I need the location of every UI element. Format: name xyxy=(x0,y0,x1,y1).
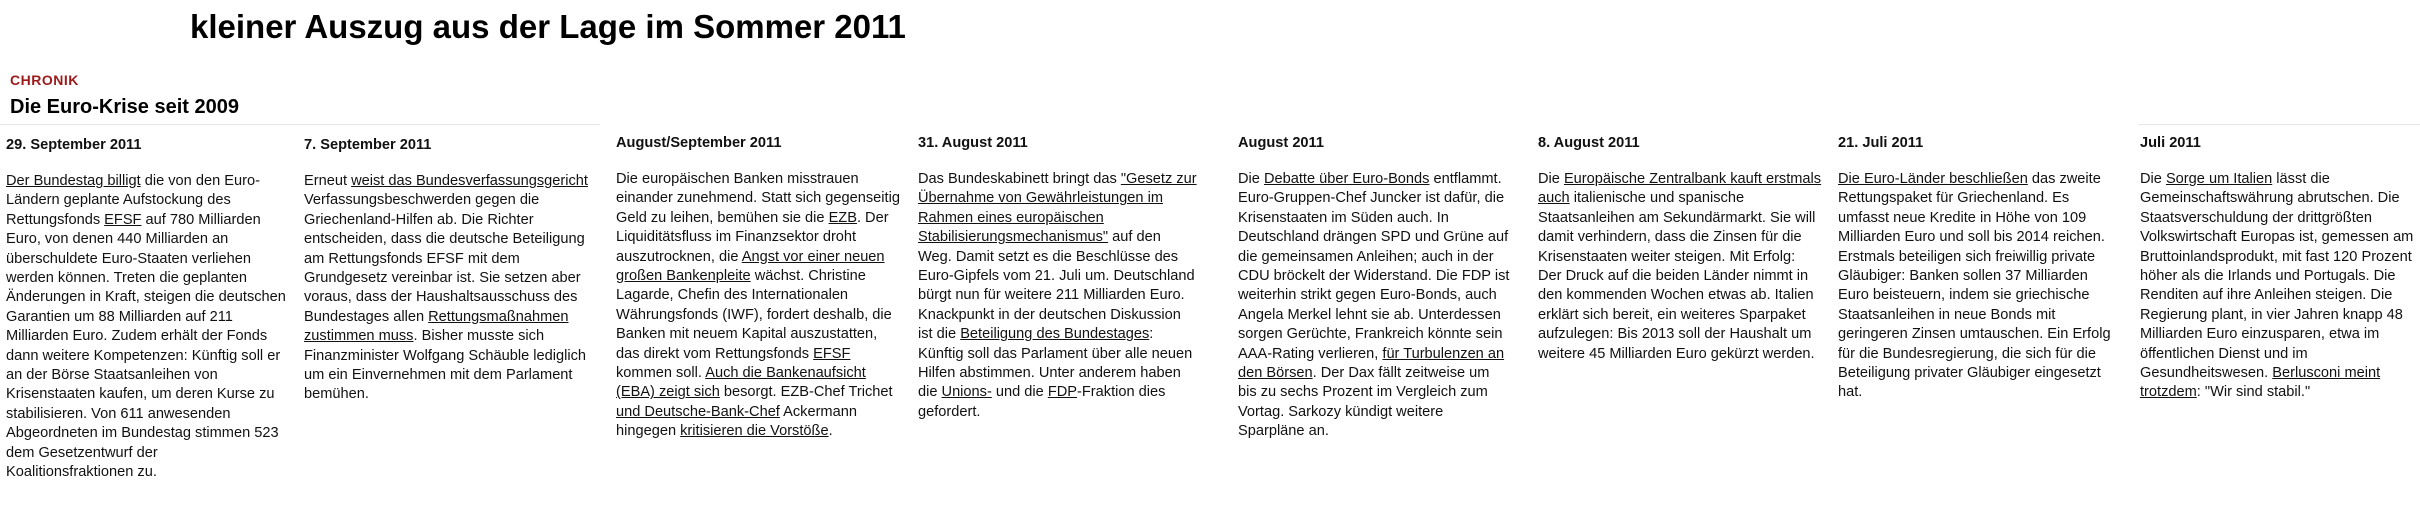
article-link[interactable]: Debatte über Euro-Bonds xyxy=(1263,171,1430,187)
entry-text xyxy=(1238,170,1512,442)
entry-text-segment: . xyxy=(828,423,833,440)
entry-text-segment: Erneut xyxy=(304,173,352,189)
entry-date: Juli 2011 xyxy=(2140,135,2201,151)
entry-paragraph xyxy=(6,172,288,483)
entry-text-segment: . Der Dax fällt zeitweise um bis zu sechs Prozent im Vergleich zum Vortag. Sarkozy kündigt weitere Sparpläne an. xyxy=(1238,365,1490,440)
entry-text-segment: die von den Euro-Ländern geplante Aufstockung des Rettungsfonds xyxy=(6,173,260,228)
chronicle-entry-6 xyxy=(1838,134,2114,403)
entry-text-segment: italienische und spanische Staatsanleihen am Sekundärmarkt. Sie will damit verhindern, dass die Zinsen für die Krisenstaaten weiter steigen. Mit Erfolg: Der Druck auf die beiden Länder nimmt in den kommenden Wochen etwas ab. Italien erklärt sich bereit, ein weiteres Sparpaket aufzulegen: Bis 2013 soll der Haushalt um weitere 45 Milliarden Euro gekürzt werden. xyxy=(1538,190,1816,362)
article-link[interactable]: für Turbulenzen an den Börsen xyxy=(1238,345,1505,382)
section-kicker: CHRONIK xyxy=(10,72,79,88)
article-link[interactable]: weist das Bundesverfassungsgericht xyxy=(351,173,588,189)
entry-text xyxy=(2140,170,2418,403)
article-link[interactable]: EZB xyxy=(828,209,857,226)
entry-text-segment: besorgt. EZB-Chef Trichet xyxy=(719,384,893,401)
divider-line xyxy=(2138,124,2420,125)
entry-text-segment: das zweite Rettungspaket für Griechenland. Es umfasst neue Kredite in Höhe von 109 Milliarden Euro und soll bis 2014 reichen. Erstmals beteiligen sich freiwillig private Gläubiger: Banken sollen 37 Milliarden Euro beisteuern, indem sie griechische Staatsanleihen in neue Bonds mit geringeren Zinsen umtauschen. Ein Erfolg für die Bundesregierung, die sich für die Beteiligung privater Gläubiger eingesetzt hat. xyxy=(1838,171,2111,401)
entry-date: 8. August 2011 xyxy=(1538,135,1640,151)
divider-line xyxy=(0,124,600,125)
article-link[interactable]: und Deutsche-Bank-Chef xyxy=(616,403,780,420)
article-link[interactable]: Der Bundestag billigt xyxy=(6,173,141,189)
entry-paragraph xyxy=(304,172,588,405)
entry-text xyxy=(304,172,588,405)
entry-text-segment: auf 780 Milliarden Euro, von denen 440 Milliarden an überschuldete Euro-Staaten verliehen werden können. Treten die geplanten Änderungen in Kraft, steigen die deutschen Garantien um 88 Milliarden auf 211 Milliarden Euro. Zudem erhält der Fonds dann weitere Kompetenzen: Künftig soll er an der Börse Staatsanleihen von Krisenstaaten kaufen, um deren Kurse zu stabilisieren. Von 611 anwesenden Abgeordneten im Bundestag stimmen 523 dem Gesetzentwurf der Koalitionsfraktionen zu. xyxy=(6,211,286,481)
article-link[interactable]: Die Euro-Länder beschließen xyxy=(1838,171,2028,187)
entry-text-segment: Ackermann hingegen xyxy=(616,403,857,440)
entry-text-segment: -Fraktion dies gefordert. xyxy=(918,384,1166,420)
entry-paragraph xyxy=(918,170,1198,422)
chronicle-entry-7 xyxy=(2140,134,2418,403)
entry-text-segment: Das Bundeskabinett bringt das xyxy=(918,171,1121,187)
article-link[interactable]: EFSF xyxy=(104,211,142,228)
chronicle-entry-5 xyxy=(1538,134,1822,364)
entry-text-segment: und die xyxy=(991,384,1048,401)
chronicle-entry-1 xyxy=(304,136,588,405)
entry-text-segment: Verfassungsbeschwerden gegen die Griechenland-Hilfen ab. Die Richter entscheiden, dass die deutsche Beteiligung am Rettungsfonds EFSF mit dem Grundgesetz vereinbar ist. Sie setzen aber voraus, dass der Haushaltsausschuss des Bundestages allen xyxy=(304,192,585,325)
article-link[interactable]: Angst vor einer neuen großen Bankenpleite xyxy=(616,248,885,285)
section-title: Die Euro-Krise seit 2009 xyxy=(10,96,239,118)
entry-paragraph xyxy=(2140,170,2418,403)
entry-paragraph xyxy=(616,170,902,442)
entry-text-segment: : "Wir sind stabil." xyxy=(2196,384,2311,401)
entry-text xyxy=(616,170,902,442)
article-link[interactable]: Beteiligung des Bundestages xyxy=(960,326,1150,343)
entry-text-segment: . Bisher musste sich Finanzminister Wolfgang Schäuble lediglich um ein Einvernehmen mit dem Parlament bemühen. xyxy=(304,328,587,403)
page-title: kleiner Auszug aus der Lage im Sommer 2011 xyxy=(190,8,906,45)
entry-text-segment: : Künftig soll das Parlament über alle neuen Hilfen abstimmen. Unter anderem haben die xyxy=(918,326,1193,401)
chronicle-entry-2 xyxy=(616,134,902,442)
article-link[interactable]: Unions- xyxy=(941,384,992,401)
chronicle-entry-4 xyxy=(1238,134,1512,442)
chronicle-entry-0 xyxy=(6,136,288,483)
entry-text-segment: Die xyxy=(1238,171,1264,187)
article-link[interactable]: "Gesetz zur Übernahme von Gewährleistungen im Rahmen eines europäischen Stabilisierungsmechanismus" xyxy=(918,171,1197,246)
article-link[interactable]: Berlusconi meint trotzdem xyxy=(2140,365,2381,401)
entry-paragraph xyxy=(1238,170,1512,442)
entry-date: 7. September 2011 xyxy=(304,137,432,153)
article-link[interactable]: FDP xyxy=(1047,384,1078,401)
entry-text-segment: wächst. Christine Lagarde, Chefin des Internationalen Währungsfonds (IWF), fordert deshalb, die Banken mit neuem Kapital auszustatten, das direkt vom Rettungsfonds xyxy=(616,268,892,362)
entry-text-segment: auf den Weg. Damit setzt es die Beschlüsse des Euro-Gipfels vom 21. Juli um. Deutschland bürgt nun für weitere 211 Milliarden Euro. Knackpunkt in der deutschen Diskussion ist die xyxy=(918,229,1195,343)
entry-text-segment: . Der Liquiditätsfluss im Finanzsektor droht auszutrocknen, die xyxy=(616,209,889,265)
entry-date: 21. Juli 2011 xyxy=(1838,135,1924,151)
entry-text-segment: entflammt. Euro-Gruppen-Chef Juncker ist dafür, die Krisenstaaten im Süden auch. In Deutschland drängen SPD und Grüne auf die gemeinsamen Anleihen; auch in der CDU bröckelt der Widerstand. Die FDP ist weiterhin strikt gegen Euro-Bonds, auch Angela Merkel lehnt sie ab. Unterdessen sorgen Gerüchte, Frankreich könnte sein AAA-Rating verlieren, xyxy=(1238,171,1510,362)
entry-text-segment: kommen soll. xyxy=(616,365,706,382)
article-link[interactable]: Auch die Bankenaufsicht (EBA) zeigt sich xyxy=(616,365,866,401)
entry-date: 29. September 2011 xyxy=(6,137,142,153)
entry-text-segment: Die xyxy=(2140,171,2166,187)
entry-date: August 2011 xyxy=(1238,135,1324,151)
entry-date: August/September 2011 xyxy=(616,135,782,151)
entry-text-segment: Die xyxy=(1538,171,1564,187)
entry-text-segment: Die europäischen Banken misstrauen einander zunehmend. Statt sich gegenseitig Geld zu leihen, bemühen sie die xyxy=(616,171,900,226)
entry-text xyxy=(6,172,288,483)
entry-paragraph xyxy=(1838,170,2114,403)
article-link[interactable]: kritisieren die Vorstöße xyxy=(680,423,829,440)
article-link[interactable]: Rettungsmaßnahmen zustimmen muss xyxy=(304,308,569,345)
chronicle-entry-3 xyxy=(918,134,1198,422)
entry-text xyxy=(1838,170,2114,403)
entry-text xyxy=(918,170,1198,422)
entry-text xyxy=(1538,170,1822,364)
article-link[interactable]: Europäische Zentralbank kauft erstmals auch xyxy=(1538,171,1822,207)
entry-date: 31. August 2011 xyxy=(918,135,1028,151)
entry-paragraph xyxy=(1538,170,1822,364)
article-link[interactable]: Sorge um Italien xyxy=(2165,171,2273,187)
article-link[interactable]: EFSF xyxy=(813,345,851,362)
entry-text-segment: lässt die Gemeinschaftswährung abrutschen. Die Staatsverschuldung der drittgrößten Volkswirtschaft Europas ist, gemessen am Bruttoinlandsprodukt, mit fast 120 Prozent höher als die Irlands und Portugals. Die Renditen auf ihre Anleihen steigen. Die Regierung plant, in vier Jahren knapp 48 Milliarden Euro einzusparen, etwa im öffentlichen Dienst und im Gesundheitswesen. xyxy=(2140,171,2414,382)
